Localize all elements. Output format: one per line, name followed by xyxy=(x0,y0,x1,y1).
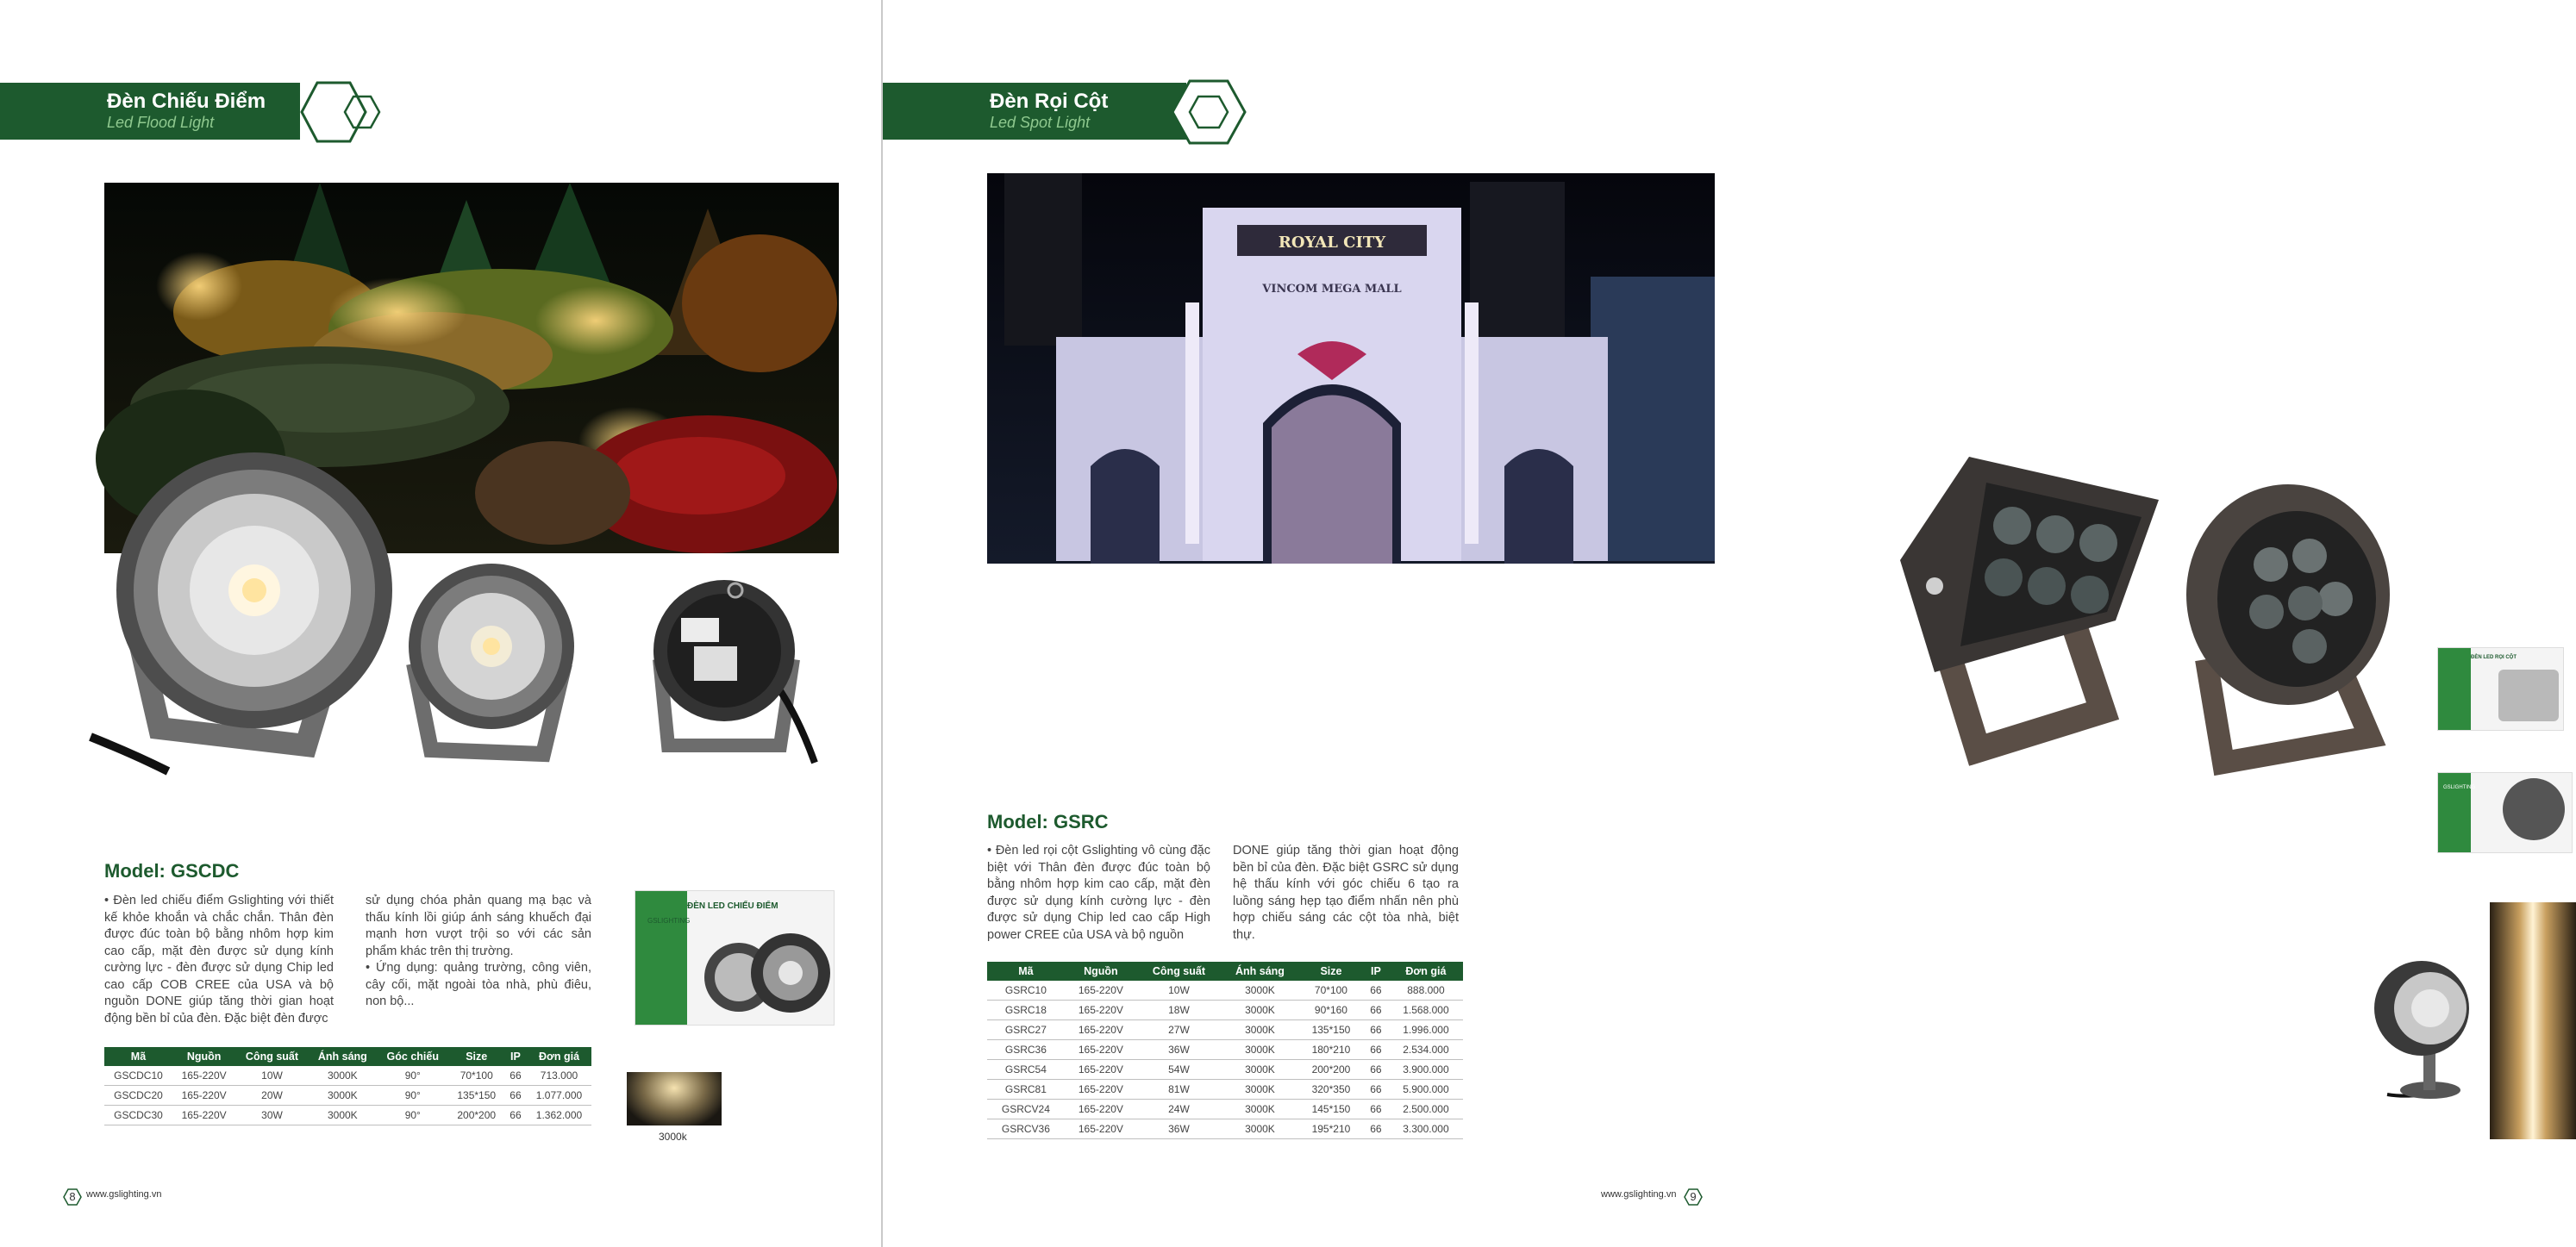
hexagon-logo-icon xyxy=(284,79,388,145)
table-row xyxy=(987,1060,1463,1080)
table-header-row xyxy=(987,962,1463,981)
product-description-col1 xyxy=(987,843,1210,944)
table-cell: 165-220V xyxy=(1065,1040,1137,1060)
table-cell: 2.500.000 xyxy=(1389,1100,1463,1119)
table-cell: 66 xyxy=(1363,1040,1389,1060)
box-green-band xyxy=(2438,648,2471,730)
table-cell: 20W xyxy=(235,1086,308,1106)
table-cell: 145*150 xyxy=(1299,1100,1363,1119)
right-page xyxy=(883,0,2517,1247)
table-header: IP xyxy=(1363,962,1389,981)
table-cell: 10W xyxy=(1137,981,1221,1001)
light-swatch-image xyxy=(627,1072,722,1125)
table-cell: 165-220V xyxy=(1065,1060,1137,1080)
table-cell: 713.000 xyxy=(527,1066,591,1086)
table-row xyxy=(987,1080,1463,1100)
product-box-image xyxy=(2437,647,2564,731)
table-cell: 135*150 xyxy=(1299,1020,1363,1040)
description-text: DONE giúp tăng thời gian hoạt động bền bỉ của đèn. Đặc biệt GSRC sử dụng hệ thấu kính với góc chiếu 6 tạo ra luồng sáng hẹp tạo điểm nhấn nên phù hợp chiếu sáng các cột tòa nhà, biệt thự. xyxy=(1233,844,1459,942)
table-cell: 66 xyxy=(504,1066,527,1086)
table-header-row xyxy=(104,1047,591,1066)
table-cell: 3000K xyxy=(1221,1119,1299,1139)
table-cell: 81W xyxy=(1137,1080,1221,1100)
table-cell: 888.000 xyxy=(1389,981,1463,1001)
table-cell: 70*100 xyxy=(1299,981,1363,1001)
table-row xyxy=(987,1040,1463,1060)
table-cell: 3000K xyxy=(1221,1001,1299,1020)
flood-light-medium-image xyxy=(388,560,586,767)
description-text: • Đèn led chiếu điểm Gslighting với thiết kế khỏe khoắn và chắc chắn. Thân đèn được đúc toàn bộ bằng nhôm hợp kim cao cấp, mặt đèn được sử dụng kính cường lực - đèn được sử dụng Chip led cao cấp COB CREE của USA và bộ nguồn DONE giúp tăng thời gian hoạt động bền bỉ của đèn. Đặc biệt đèn được xyxy=(104,894,334,1026)
table-cell: 165-220V xyxy=(172,1066,235,1086)
table-cell: 27W xyxy=(1137,1020,1221,1040)
table-cell: GSRC81 xyxy=(987,1080,1065,1100)
table-cell: 135*150 xyxy=(449,1086,504,1106)
description-text: • Ứng dụng: quảng trường, công viên, cây cối, mặt ngoài tòa nhà, phù điêu, non bộ... xyxy=(366,961,591,1008)
table-header: Nguồn xyxy=(1065,962,1137,981)
table-cell: 3000K xyxy=(1221,1020,1299,1040)
table-cell: 30W xyxy=(235,1106,308,1125)
table-cell: GSRC18 xyxy=(987,1001,1065,1020)
section-subtitle: Led Spot Light xyxy=(990,114,1091,131)
product-box-image xyxy=(2437,772,2573,853)
column-light-photo xyxy=(2490,902,2576,1139)
table-cell: GSCDC20 xyxy=(104,1086,172,1106)
table-row xyxy=(987,1119,1463,1139)
table-header: Mã xyxy=(104,1047,172,1066)
table-cell: 1.362.000 xyxy=(527,1106,591,1125)
table-cell: 1.568.000 xyxy=(1389,1001,1463,1020)
table-cell: 3000K xyxy=(1221,1080,1299,1100)
box-lamp-icon xyxy=(2503,778,2565,840)
spec-table xyxy=(104,1047,591,1125)
table-header: Công suất xyxy=(235,1047,308,1066)
table-cell: 1.077.000 xyxy=(527,1086,591,1106)
table-cell: 3000K xyxy=(1221,1060,1299,1080)
table-header: IP xyxy=(504,1047,527,1066)
table-cell: 66 xyxy=(1363,1020,1389,1040)
table-cell: 66 xyxy=(504,1086,527,1106)
table-cell: 3000K xyxy=(1221,1040,1299,1060)
box-brand: GSLIGHTING xyxy=(647,917,691,925)
table-cell: GSRC54 xyxy=(987,1060,1065,1080)
table-cell: 36W xyxy=(1137,1119,1221,1139)
table-cell: 5.900.000 xyxy=(1389,1080,1463,1100)
website-link[interactable]: www.gslighting.vn xyxy=(86,1189,162,1200)
table-header: Góc chiếu xyxy=(377,1047,449,1066)
table-row xyxy=(987,1100,1463,1119)
table-cell: 2.534.000 xyxy=(1389,1040,1463,1060)
page-number-box xyxy=(1683,1187,1704,1207)
product-description-col1 xyxy=(104,893,334,1027)
table-cell: 66 xyxy=(1363,981,1389,1001)
table-cell: 320*350 xyxy=(1299,1080,1363,1100)
table-cell: 66 xyxy=(1363,1001,1389,1020)
page-number-box xyxy=(62,1187,83,1207)
table-cell: 3000K xyxy=(1221,1100,1299,1119)
table-cell: 36W xyxy=(1137,1040,1221,1060)
table-cell: 3.300.000 xyxy=(1389,1119,1463,1139)
table-cell: 24W xyxy=(1137,1100,1221,1119)
table-cell: 165-220V xyxy=(1065,1020,1137,1040)
table-cell: 10W xyxy=(235,1066,308,1086)
section-title: Đèn Rọi Cột xyxy=(990,90,1109,113)
table-cell: 90*160 xyxy=(1299,1001,1363,1020)
table-header: Đơn giá xyxy=(1389,962,1463,981)
table-cell: 66 xyxy=(1363,1119,1389,1139)
table-row xyxy=(987,1020,1463,1040)
table-cell: 165-220V xyxy=(172,1106,235,1125)
table-cell: 165-220V xyxy=(1065,1100,1137,1119)
table-header: Size xyxy=(449,1047,504,1066)
table-cell: 1.996.000 xyxy=(1389,1020,1463,1040)
table-header: Công suất xyxy=(1137,962,1221,981)
product-model-title: Model: GSRC xyxy=(987,811,1109,832)
table-cell: 66 xyxy=(1363,1060,1389,1080)
spec-table xyxy=(987,962,1463,1139)
table-cell: GSRC10 xyxy=(987,981,1065,1001)
description-text: sử dụng chóa phản quang mạ bạc và thấu kính lồi giúp ánh sáng khuếch đại mạnh hơn vượt trội so với các sản phẩm khác trên thị trường. xyxy=(366,894,591,958)
product-model-title: Model: GSCDC xyxy=(104,860,240,882)
product-box-image xyxy=(635,890,835,1026)
box-lamp-icon xyxy=(2498,670,2559,721)
table-cell: 18W xyxy=(1137,1001,1221,1020)
table-cell: 200*200 xyxy=(1299,1060,1363,1080)
table-cell: 66 xyxy=(504,1106,527,1125)
hexagon-logo-icon xyxy=(1167,78,1254,147)
table-cell: 66 xyxy=(1363,1080,1389,1100)
table-header: Nguồn xyxy=(172,1047,235,1066)
swatch-caption: 3000k xyxy=(659,1131,687,1143)
product-description-col2 xyxy=(366,893,591,1011)
spot-light-small-image xyxy=(2370,944,2478,1107)
table-cell: 165-220V xyxy=(1065,1119,1137,1139)
table-cell: GSCDC30 xyxy=(104,1106,172,1125)
table-cell: 90° xyxy=(377,1066,449,1086)
spot-light-round-image xyxy=(2172,478,2396,776)
section-banner xyxy=(883,83,1186,140)
table-cell: 165-220V xyxy=(1065,1080,1137,1100)
section-banner xyxy=(0,83,300,140)
table-row xyxy=(104,1106,591,1125)
flood-light-back-image xyxy=(634,573,819,767)
table-cell: 90° xyxy=(377,1106,449,1125)
table-cell: 70*100 xyxy=(449,1066,504,1086)
page-number: 9 xyxy=(1690,1190,1697,1203)
sign-vincom: VINCOM MEGA MALL xyxy=(1262,283,1402,296)
table-cell: 90° xyxy=(377,1086,449,1106)
page-number: 8 xyxy=(69,1190,76,1203)
table-cell: 3000K xyxy=(309,1066,377,1086)
table-row xyxy=(104,1066,591,1086)
description-text: • Đèn led rọi cột Gslighting vô cùng đặc biệt với Thân đèn được đúc toàn bộ bằng nhôm hợp kim cao cấp, mặt đèn được sử dụng kính cường lực - đèn được sử dụng Chip led cao cấp High power CREE của USA và bộ nguồn xyxy=(987,844,1210,942)
table-cell: 3000K xyxy=(309,1106,377,1125)
table-cell: 165-220V xyxy=(172,1086,235,1106)
table-cell: GSRC36 xyxy=(987,1040,1065,1060)
table-row xyxy=(987,981,1463,1001)
table-cell: 180*210 xyxy=(1299,1040,1363,1060)
table-header: Mã xyxy=(987,962,1065,981)
table-cell: 66 xyxy=(1363,1100,1389,1119)
product-description-col2 xyxy=(1233,843,1459,944)
box-green-band xyxy=(635,891,687,1025)
table-cell: 3.900.000 xyxy=(1389,1060,1463,1080)
table-cell: GSCDC10 xyxy=(104,1066,172,1086)
box-label: ĐÈN LED CHIẾU ĐIỂM xyxy=(687,901,778,911)
website-link[interactable]: www.gslighting.vn xyxy=(1601,1189,1677,1200)
box-brand: GSLIGHTING xyxy=(2443,785,2476,790)
table-cell: 3000K xyxy=(1221,981,1299,1001)
table-cell: 165-220V xyxy=(1065,981,1137,1001)
spot-light-rect-image xyxy=(1883,448,2167,767)
left-page xyxy=(0,0,881,1247)
table-cell: GSRCV36 xyxy=(987,1119,1065,1139)
section-title: Đèn Chiếu Điểm xyxy=(107,90,266,113)
table-header: Size xyxy=(1299,962,1363,981)
table-header: Đơn giá xyxy=(527,1047,591,1066)
table-cell: 3000K xyxy=(309,1086,377,1106)
table-cell: 200*200 xyxy=(449,1106,504,1125)
table-cell: GSRCV24 xyxy=(987,1100,1065,1119)
box-lamp-icon xyxy=(696,926,834,1025)
royal-city-photo xyxy=(987,173,1715,564)
table-cell: 195*210 xyxy=(1299,1119,1363,1139)
table-cell: GSRC27 xyxy=(987,1020,1065,1040)
table-header: Ánh sáng xyxy=(1221,962,1299,981)
table-row xyxy=(987,1001,1463,1020)
table-cell: 54W xyxy=(1137,1060,1221,1080)
box-label: ĐÈN LED RỌI CỘT xyxy=(2471,655,2517,660)
flood-light-large-image xyxy=(82,444,397,780)
table-row xyxy=(104,1086,591,1106)
table-header: Ánh sáng xyxy=(309,1047,377,1066)
table-cell: 165-220V xyxy=(1065,1001,1137,1020)
sign-royal-city: ROYAL CITY xyxy=(1278,234,1386,252)
section-subtitle: Led Flood Light xyxy=(107,114,215,131)
